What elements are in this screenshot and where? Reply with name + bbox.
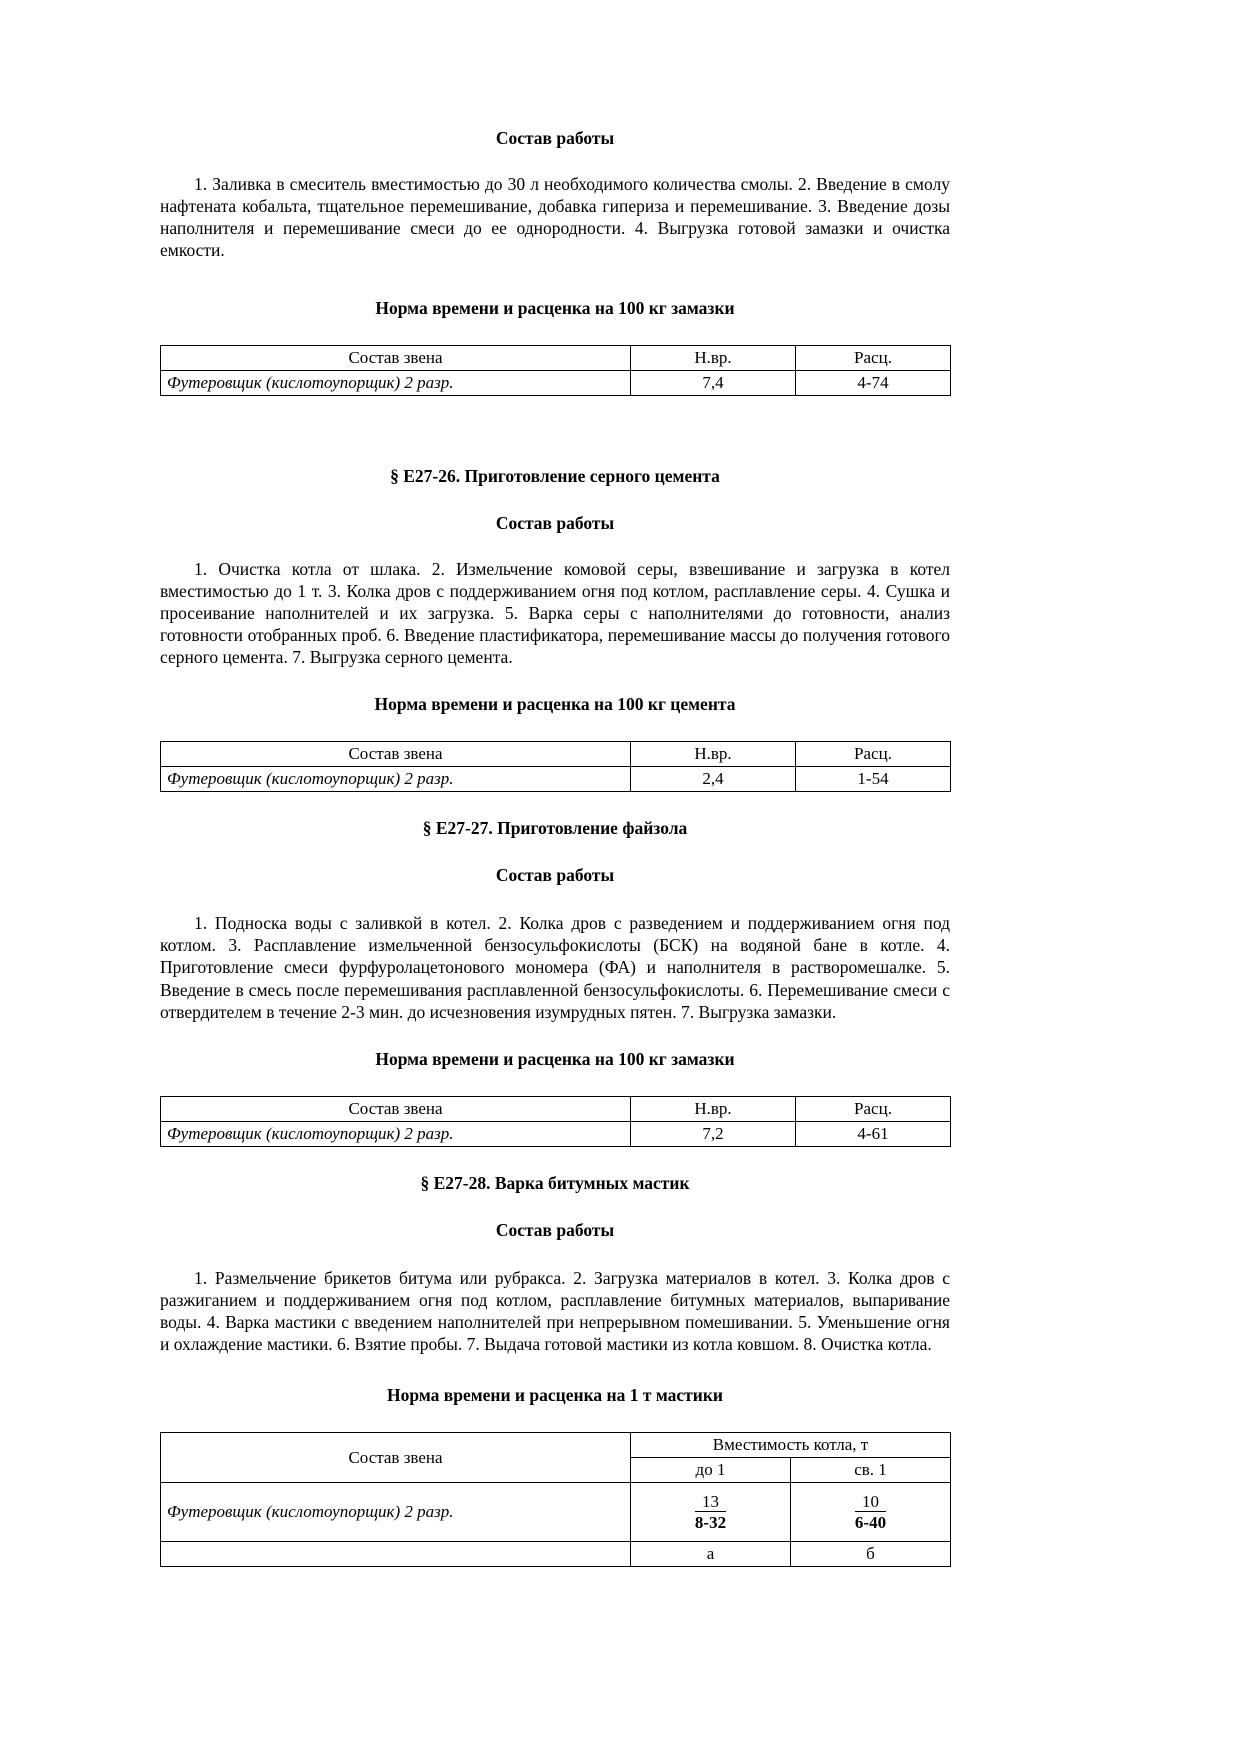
cell-crew: Футеровщик (кислотоупорщик) 2 разр. — [161, 767, 631, 792]
fraction-to-1 — [695, 1492, 726, 1532]
fraction-numerator: 13 — [695, 1492, 726, 1512]
norm-title-1: Норма времени и расценка на 100 кг цемента — [374, 694, 736, 715]
norm-table-2 — [160, 1096, 951, 1147]
document-content — [160, 128, 950, 1567]
work-composition-body-3: 1. Размельчение брикетов битума или рубракса. 2. Загрузка материалов в котел. 3. Колка дров с разжиганием и поддерживанием огня под котлом, расплавление битумных материалов, выпаривание воды. 4. Варка мастики с введением наполнителей при непрерывном помешивании. 5. Уменьшение огня и охлаждение мастики. 6. Взятие пробы. 7. Выдача готовой мастики из котла ковшом. 8. Очистка котла. — [160, 1267, 950, 1355]
table-row — [161, 1121, 951, 1146]
norm-table-0 — [160, 345, 951, 396]
norm-title-3: Норма времени и расценка на 1 т мастики — [387, 1385, 723, 1406]
cell-crew: Футеровщик (кислотоупорщик) 2 разр. — [161, 1121, 631, 1146]
cell-value-over-1 — [791, 1483, 951, 1542]
cell-crew: Футеровщик (кислотоупорщик) 2 разр. — [161, 370, 631, 395]
col-header-rasc: Расц. — [796, 742, 951, 767]
col-header-nvr: Н.вр. — [631, 742, 796, 767]
cell-nvr: 7,4 — [631, 370, 796, 395]
cell-rasc: 1-54 — [796, 767, 951, 792]
cell-empty — [161, 1542, 631, 1567]
table-header-row — [161, 1096, 951, 1121]
col-header-rasc: Расц. — [796, 345, 951, 370]
fraction-denominator: 8-32 — [694, 1512, 727, 1532]
cell-nvr: 2,4 — [631, 767, 796, 792]
norm-table-1 — [160, 741, 951, 792]
table-header-row-top — [161, 1433, 951, 1458]
cell-letter-b: б — [791, 1542, 951, 1567]
col-header-crew: Состав звена — [161, 1433, 631, 1483]
table-row — [161, 767, 951, 792]
cell-nvr: 7,2 — [631, 1121, 796, 1146]
norm-table-3 — [160, 1432, 951, 1567]
work-composition-heading-1: Состав работы — [495, 512, 615, 533]
col-header-capacity: Вместимость котла, т — [631, 1433, 951, 1458]
col-header-crew: Состав звена — [161, 345, 631, 370]
table-row — [161, 370, 951, 395]
norm-title-0: Норма времени и расценка на 100 кг замазки — [375, 297, 735, 318]
norm-title-2: Норма времени и расценка на 100 кг замазки — [375, 1048, 735, 1069]
cell-rasc: 4-74 — [796, 370, 951, 395]
section-title-e27-28: § Е27-28. Варка битумных мастик — [420, 1172, 690, 1193]
col-header-crew: Состав звена — [161, 742, 631, 767]
col-header-nvr: Н.вр. — [631, 345, 796, 370]
work-composition-body-2: 1. Подноска воды с заливкой в котел. 2. Колка дров с разведением и поддерживанием огня под котлом. 3. Расплавление измельченной бензосульфокислоты (БСК) на водяной бане в котле. 4. Приготовление смеси фурфуролацетонового мономера (ФА) и наполнителя в растворомешалке. 5. Введение в смесь после перемешивания расплавленной бензосульфокислоты. 6. Перемешивание смеси с отвердителем в течение 2-3 мин. до исчезновения изумрудных пятен. 7. Выгрузка замазки. — [160, 913, 950, 1022]
table-row — [161, 1483, 951, 1542]
table-row-letters — [161, 1542, 951, 1567]
cell-crew: Футеровщик (кислотоупорщик) 2 разр. — [161, 1483, 631, 1542]
fraction-over-1 — [855, 1492, 886, 1532]
col-header-nvr: Н.вр. — [631, 1096, 796, 1121]
cell-letter-a: а — [631, 1542, 791, 1567]
fraction-denominator: 6-40 — [854, 1512, 887, 1532]
work-composition-body-0: 1. Заливка в смеситель вместимостью до 30 л необходимого количества смолы. 2. Введение в смолу нафтената кобальта, тщательное перемешивание, добавка гипериза и перемешивание. 3. Введение дозы наполнителя и перемешивание смеси до ее однородности. 4. Выгрузка готовой замазки и очистка емкости. — [160, 174, 950, 261]
work-composition-heading-3: Состав работы — [495, 1219, 615, 1240]
section-title-e27-26: § Е27-26. Приготовление серного цемента — [390, 465, 720, 486]
col-subheader-to-1: до 1 — [631, 1458, 791, 1483]
fraction-numerator: 10 — [855, 1492, 886, 1512]
col-header-crew: Состав звена — [161, 1096, 631, 1121]
col-subheader-over-1: св. 1 — [791, 1458, 951, 1483]
table-header-row — [161, 345, 951, 370]
work-composition-heading-2: Состав работы — [495, 865, 615, 886]
col-header-rasc: Расц. — [796, 1096, 951, 1121]
work-composition-heading-0: Состав работы — [495, 128, 615, 148]
table-header-row — [161, 742, 951, 767]
cell-rasc: 4-61 — [796, 1121, 951, 1146]
section-title-e27-27: § Е27-27. Приготовление файзола — [422, 818, 688, 839]
work-composition-body-1: 1. Очистка котла от шлака. 2. Измельчение комовой серы, взвешивание и загрузка в котел вместимостью до 1 т. 3. Колка дров с поддерживанием огня под котлом, расплавление серы. 4. Сушка и просеивание наполнителей и их загрузка. 5. Варка серы с наполнителями до готовности, анализ готовности отобранных проб. 6. Введение пластификатора, перемешивание массы до получения готового серного цемента. 7. Выгрузка серного цемента. — [160, 558, 950, 667]
cell-value-to-1 — [631, 1483, 791, 1542]
